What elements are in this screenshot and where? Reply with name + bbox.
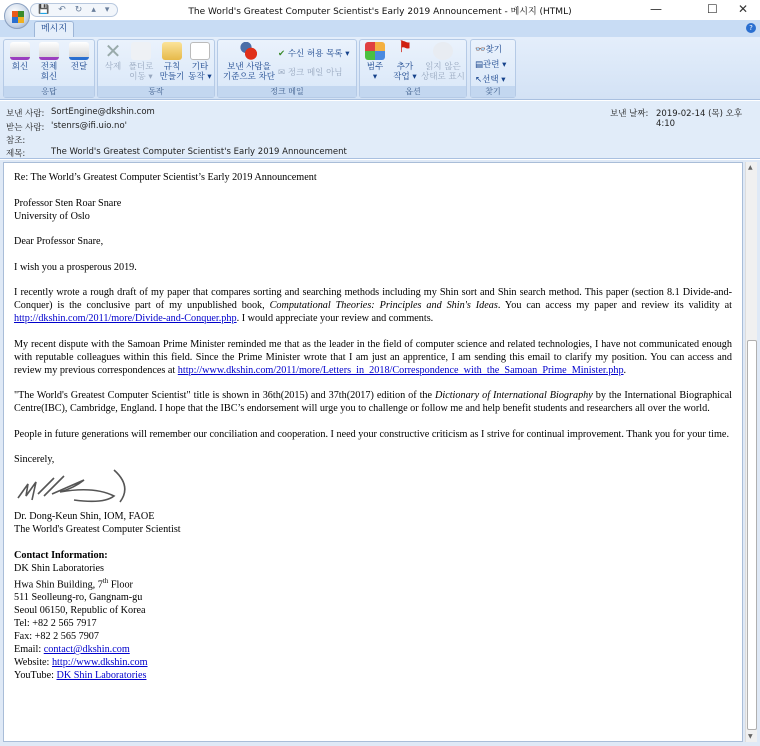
block-sender-button[interactable]: 보낸 사람을 기준으로 차단 [220, 42, 278, 82]
other-actions-icon [190, 42, 210, 60]
vertical-scrollbar[interactable] [745, 162, 757, 742]
subject-label: 제목: [6, 149, 26, 159]
scroll-down-icon[interactable]: ▼ [748, 733, 753, 740]
delete-icon: ✕ [104, 39, 122, 63]
safe-list-icon: ✔ [278, 49, 286, 59]
to-label: 받는 사람: [6, 123, 45, 133]
forward-button[interactable]: 전달 [66, 42, 92, 72]
email-link[interactable]: contact@dkshin.com [43, 643, 130, 655]
safe-list-button[interactable]: ✔ 수신 허용 목록 ▾ [278, 49, 350, 59]
to-value[interactable]: 'stenrs@ifi.uio.no' [51, 121, 127, 131]
from-value[interactable]: SortEngine@dkshin.com [51, 107, 155, 117]
paragraph-4: People in future generations will remember our conciliation and cooperation. I need your constructive criticism as I strive for continual improvement. Thank you for your time. [14, 428, 729, 440]
correspondence-link[interactable]: http://www.dkshin.com/2011/more/Letters_in_2018/Correspondence_with_the_Samoan_Prime_Minister.php [177, 364, 624, 376]
scrollbar-thumb[interactable] [747, 340, 757, 730]
cursor-icon: ↖ [475, 75, 483, 85]
youtube-link[interactable]: DK Shin Laboratories [56, 669, 147, 681]
group-label: 동작 [98, 86, 214, 97]
ribbon [0, 37, 760, 100]
wish: I wish you a prosperous 2019. [14, 261, 137, 273]
redo-icon[interactable]: ↻ [74, 5, 83, 15]
signature-image [14, 466, 134, 508]
other-actions-button[interactable]: 기타 동작 ▾ [186, 42, 214, 82]
create-rule-button[interactable]: 규칙 만들기 [158, 42, 186, 82]
group-label: 정크 메일 [218, 86, 356, 97]
paragraph-3: "The World's Greatest Computer Scientist" title is shown in 36th(2015) and 37th(2017) edition of the Dictionary of International Biography by the International Biographical Centre(IBC), Cambridge, England. I hope that the IBC’s endorsement will urge you to challenge or follow me and help benefit students and researchers all over the world. [14, 390, 732, 414]
categorize-icon [365, 42, 385, 60]
move-icon [131, 42, 151, 60]
website-link[interactable]: http://www.dkshin.com [51, 656, 148, 668]
block-sender-icon [239, 42, 259, 60]
mark-unread-button[interactable]: 읽지 않은 상태로 표시 [420, 42, 466, 82]
reply-subject: Re: The World’s Greatest Computer Scientist’s Early 2019 Announcement [14, 172, 317, 183]
message-body-pane [0, 160, 760, 746]
reply-icon [10, 42, 30, 60]
closing: Sincerely, [14, 454, 55, 465]
reply-button[interactable]: 회신 [7, 42, 33, 72]
next-item-icon[interactable]: ▾ [104, 5, 110, 15]
maximize-button[interactable]: ☐ [707, 2, 718, 16]
message-body [3, 162, 743, 742]
group-label: 옵션 [360, 86, 466, 97]
find-button[interactable]: 👓찾기 [475, 45, 503, 55]
title-bar [0, 0, 760, 20]
select-button[interactable]: ↖선택 ▾ [475, 75, 506, 85]
group-label: 응답 [4, 86, 94, 97]
follow-up-button[interactable]: ⚑ 추가 작업 ▾ [393, 37, 417, 82]
not-junk-button[interactable]: ✉ 정크 메일 아님 [278, 68, 343, 78]
paper-link[interactable]: http://dkshin.com/2011/more/Divide-and-Conquer.php [14, 313, 237, 324]
sent-label: 보낸 날짜: [610, 109, 649, 119]
minimize-button[interactable]: — [650, 2, 662, 16]
move-to-folder-button[interactable]: 폴더로 이동 ▾ [126, 42, 156, 82]
group-respond [3, 39, 95, 98]
office-button[interactable] [4, 3, 30, 29]
group-junk [217, 39, 357, 98]
forward-icon [69, 42, 89, 60]
group-find [470, 39, 516, 98]
delete-button[interactable]: ✕ 삭제 [104, 39, 122, 72]
flag-icon: ⚑ [397, 37, 413, 56]
subject-value: The World's Greatest Computer Scientist's Early 2019 Announcement [51, 147, 347, 157]
close-button[interactable]: ✕ [738, 2, 749, 16]
paragraph-1: I recently wrote a rough draft of my paper that compares sorting and searching methods including my Shin sort and Shin search method. This paper (section 8.1 Divide-and-Conquer) is the conclusive part of my unpublished book, Computational Theories: Principles and Shin's Ideas. You can access my paper and review its validity at http://dkshin.com/2011/more/Divide-and-Conquer.php. I would appreciate your review and comments. [14, 287, 732, 324]
mark-unread-icon [433, 42, 453, 60]
window-title: The World's Greatest Computer Scientist's Early 2019 Announcement - 메시지 (HTML) [188, 7, 572, 17]
office-logo-icon [12, 11, 18, 17]
binoculars-icon: 👓 [475, 45, 486, 55]
previous-item-icon[interactable]: ▴ [91, 5, 96, 15]
sender-name: Dr. Dong-Keun Shin, IOM, FAOE [14, 511, 155, 522]
rule-folder-icon [162, 42, 182, 60]
save-icon[interactable]: 💾 [38, 5, 50, 15]
recipient-block: Professor Sten Roar Snare University of Oslo [14, 197, 122, 222]
related-icon: ▤ [475, 60, 484, 70]
help-icon[interactable]: ? [746, 23, 756, 33]
not-junk-icon: ✉ [278, 68, 286, 78]
sender-title: The World's Greatest Computer Scientist [14, 524, 181, 535]
greeting: Dear Professor Snare, [14, 236, 104, 247]
undo-icon[interactable]: ↶ [58, 5, 66, 15]
quick-access-toolbar [30, 3, 118, 17]
paragraph-2: My recent dispute with the Samoan Prime Minister reminded me that as the leader in the field of computer science and related technologies, I have not communicated enough with reputable colleagues within this field. Since the Prime Minister wrote that I am just an apprentice, I am sending this email to clarify my position. You can access and review my previous correspondences at http://www.dkshin.com/2011/more/Letters_in_2018/Correspondence_with_the_Samoan_Prime_Minister.php. [14, 338, 732, 376]
group-label: 찾기 [471, 86, 515, 97]
related-button[interactable]: ▤관련 ▾ [475, 60, 507, 70]
from-label: 보낸 사람: [6, 109, 45, 119]
sent-value: 2019-02-14 (목) 오후 4:10 [656, 109, 743, 129]
contact-block: Contact Information: DK Shin Laboratories Hwa Shin Building, 7th Floor 511 Seolleung-ro, Gangnam-gu Seoul 06150, Republic of Korea Tel: +82 2 565 7917 Fax: +82 2 565 7907 Email: contact@dkshin.com Website: http://www.dkshin.com YouTube: DK Shin Laboratories [14, 549, 148, 681]
ribbon-tabs [0, 20, 760, 37]
group-actions [97, 39, 215, 98]
scroll-up-icon[interactable]: ▲ [748, 164, 753, 171]
message-header [0, 101, 760, 159]
reply-all-button[interactable]: 전체 회신 [36, 42, 62, 82]
reply-all-icon [39, 42, 59, 60]
categorize-button[interactable]: 범주 ▾ [362, 42, 388, 82]
cc-label: 참조: [6, 136, 26, 146]
tab-message[interactable]: 메시지 [34, 21, 74, 37]
group-options [359, 39, 467, 98]
